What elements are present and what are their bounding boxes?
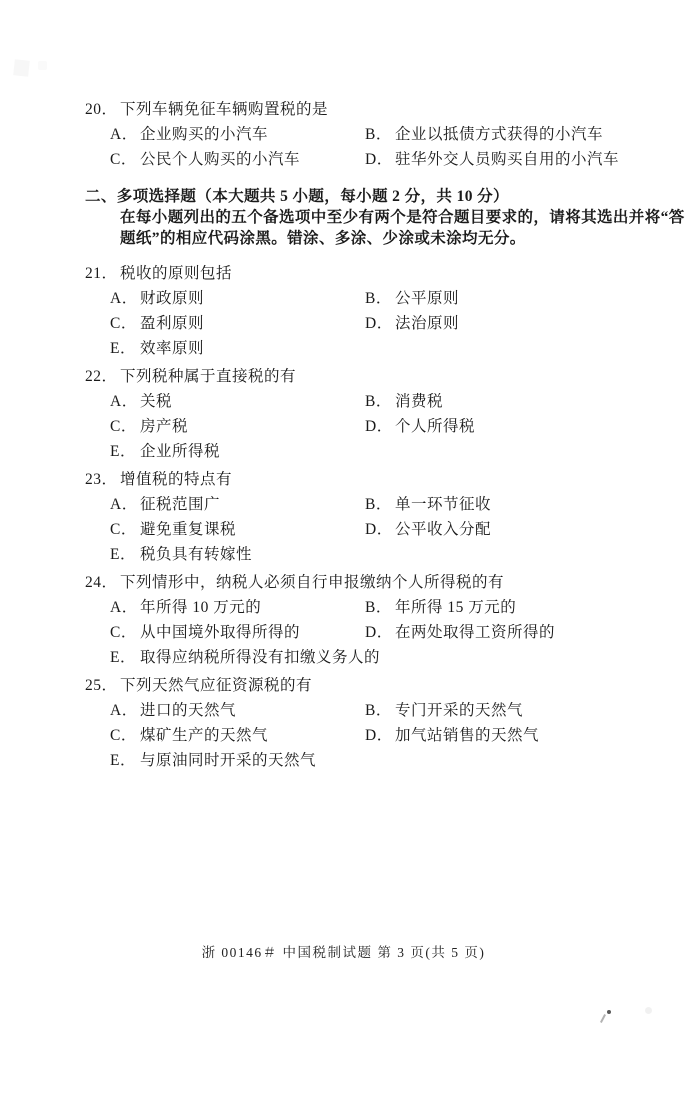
question-text: 下列税种属于直接税的有 bbox=[120, 368, 297, 385]
scan-artifact bbox=[645, 1007, 652, 1014]
option-d bbox=[365, 147, 649, 172]
option-a bbox=[110, 122, 365, 147]
option-text: 征税范围广 bbox=[140, 496, 221, 513]
option-text: 公民个人购买的小汽车 bbox=[140, 151, 301, 168]
option-label: B． bbox=[365, 393, 392, 410]
option-text: 年所得 15 万元的 bbox=[395, 599, 517, 616]
question-number: 23． bbox=[85, 471, 118, 488]
option-label: D． bbox=[365, 521, 393, 538]
option-d bbox=[365, 620, 649, 645]
option-label: D． bbox=[365, 624, 393, 641]
option-label: C． bbox=[110, 624, 137, 641]
option-label: C． bbox=[110, 151, 137, 168]
option-c bbox=[110, 517, 365, 542]
question-25-options bbox=[110, 698, 649, 773]
scan-artifact bbox=[38, 61, 47, 70]
option-label: D． bbox=[365, 418, 393, 435]
question-number: 20． bbox=[85, 101, 118, 118]
question-text: 下列天然气应征资源税的有 bbox=[120, 677, 313, 694]
question-21 bbox=[85, 261, 649, 361]
question-24-stem bbox=[85, 570, 649, 595]
question-number: 25． bbox=[85, 677, 118, 694]
option-text: 消费税 bbox=[395, 393, 444, 410]
option-text: 房产税 bbox=[140, 418, 189, 435]
option-text: 企业购买的小汽车 bbox=[140, 126, 269, 143]
option-label: A． bbox=[110, 599, 138, 616]
option-c bbox=[110, 414, 365, 439]
question-22-stem bbox=[85, 364, 649, 389]
option-text: 法治原则 bbox=[395, 315, 460, 332]
question-text: 下列车辆免征车辆购置税的是 bbox=[120, 101, 329, 118]
question-24 bbox=[85, 570, 649, 670]
option-label: E． bbox=[110, 546, 136, 563]
question-number: 21． bbox=[85, 265, 118, 282]
option-text: 效率原则 bbox=[140, 340, 205, 357]
option-a bbox=[110, 286, 365, 311]
option-b bbox=[365, 286, 649, 311]
option-label: A． bbox=[110, 496, 138, 513]
option-text: 避免重复课税 bbox=[140, 521, 237, 538]
option-text: 财政原则 bbox=[140, 290, 205, 307]
option-b bbox=[365, 389, 649, 414]
question-22 bbox=[85, 364, 649, 464]
option-label: A． bbox=[110, 393, 138, 410]
question-24-options bbox=[110, 595, 649, 670]
question-20-options bbox=[110, 122, 649, 172]
question-20-stem bbox=[85, 97, 649, 122]
option-text: 与原油同时开采的天然气 bbox=[140, 752, 317, 769]
option-text: 公平收入分配 bbox=[395, 521, 492, 538]
option-text: 煤矿生产的天然气 bbox=[140, 727, 269, 744]
question-21-options bbox=[110, 286, 649, 361]
option-text: 税负具有转嫁性 bbox=[140, 546, 253, 563]
option-label: A． bbox=[110, 290, 138, 307]
option-text: 企业以抵债方式获得的小汽车 bbox=[395, 126, 604, 143]
option-d bbox=[365, 311, 649, 336]
page-footer: 浙 00146＃ 中国税制试题 第 3 页(共 5 页) bbox=[201, 945, 486, 960]
question-text: 增值税的特点有 bbox=[120, 471, 233, 488]
option-e bbox=[110, 439, 649, 464]
option-label: B． bbox=[365, 599, 392, 616]
option-text: 个人所得税 bbox=[395, 418, 476, 435]
scan-artifact bbox=[600, 1014, 606, 1023]
option-label: C． bbox=[110, 315, 137, 332]
option-e bbox=[110, 748, 649, 773]
option-text: 专门开采的天然气 bbox=[395, 702, 524, 719]
option-text: 年所得 10 万元的 bbox=[140, 599, 262, 616]
option-label: A． bbox=[110, 126, 138, 143]
option-label: E． bbox=[110, 752, 136, 769]
option-a bbox=[110, 698, 365, 723]
option-label: D． bbox=[365, 151, 393, 168]
exam-page-content bbox=[85, 97, 685, 776]
option-label: D． bbox=[365, 315, 393, 332]
option-label: C． bbox=[110, 727, 137, 744]
option-text: 单一环节征收 bbox=[395, 496, 492, 513]
instruction-line-1: 在每小题列出的五个备选项中至少有两个是符合题目要求的，请将其选出并将“答 bbox=[120, 209, 685, 226]
scan-artifact bbox=[607, 1010, 611, 1014]
option-c bbox=[110, 723, 365, 748]
question-23-options bbox=[110, 492, 649, 567]
option-a bbox=[110, 389, 365, 414]
question-23-stem bbox=[85, 467, 649, 492]
option-d bbox=[365, 723, 649, 748]
option-label: C． bbox=[110, 521, 137, 538]
option-e bbox=[110, 645, 649, 670]
question-number: 24． bbox=[85, 574, 118, 591]
option-a bbox=[110, 492, 365, 517]
option-text: 在两处取得工资所得的 bbox=[395, 624, 556, 641]
option-text: 加气站销售的天然气 bbox=[395, 727, 540, 744]
option-b bbox=[365, 492, 649, 517]
option-label: B． bbox=[365, 702, 392, 719]
option-text: 盈利原则 bbox=[140, 315, 205, 332]
option-text: 企业所得税 bbox=[140, 443, 221, 460]
question-23 bbox=[85, 467, 649, 567]
question-number: 22． bbox=[85, 368, 118, 385]
option-e bbox=[110, 542, 649, 567]
option-b bbox=[365, 595, 649, 620]
option-label: B． bbox=[365, 290, 392, 307]
section-heading bbox=[85, 186, 685, 249]
option-label: B． bbox=[365, 126, 392, 143]
option-label: E． bbox=[110, 443, 136, 460]
option-label: E． bbox=[110, 340, 136, 357]
option-c bbox=[110, 311, 365, 336]
option-text: 从中国境外取得所得的 bbox=[140, 624, 301, 641]
option-text: 进口的天然气 bbox=[140, 702, 237, 719]
question-25-stem bbox=[85, 673, 649, 698]
option-a bbox=[110, 595, 365, 620]
option-b bbox=[365, 122, 649, 147]
option-text: 关税 bbox=[140, 393, 173, 410]
option-e bbox=[110, 336, 649, 361]
option-label: A． bbox=[110, 702, 138, 719]
option-b bbox=[365, 698, 649, 723]
option-c bbox=[110, 620, 365, 645]
question-20 bbox=[85, 97, 649, 172]
option-label: E． bbox=[110, 649, 136, 666]
question-21-stem bbox=[85, 261, 649, 286]
scan-artifact bbox=[13, 59, 30, 76]
option-c bbox=[110, 147, 365, 172]
option-label: B． bbox=[365, 496, 392, 513]
option-label: D． bbox=[365, 727, 393, 744]
option-text: 驻华外交人员购买自用的小汽车 bbox=[395, 151, 620, 168]
option-d bbox=[365, 517, 649, 542]
section-instructions bbox=[120, 207, 685, 249]
option-text: 取得应纳税所得没有扣缴义务人的 bbox=[140, 649, 381, 666]
instruction-line-2: 题纸”的相应代码涂黑。错涂、多涂、少涂或未涂均无分。 bbox=[120, 230, 526, 247]
question-25 bbox=[85, 673, 649, 773]
question-text: 下列情形中，纳税人必须自行申报缴纳个人所得税的有 bbox=[120, 574, 505, 591]
section-title: 二、多项选择题（本大题共 5 小题，每小题 2 分，共 10 分） bbox=[85, 188, 509, 205]
question-text: 税收的原则包括 bbox=[120, 265, 233, 282]
question-22-options bbox=[110, 389, 649, 464]
option-label: C． bbox=[110, 418, 137, 435]
option-text: 公平原则 bbox=[395, 290, 460, 307]
option-d bbox=[365, 414, 649, 439]
